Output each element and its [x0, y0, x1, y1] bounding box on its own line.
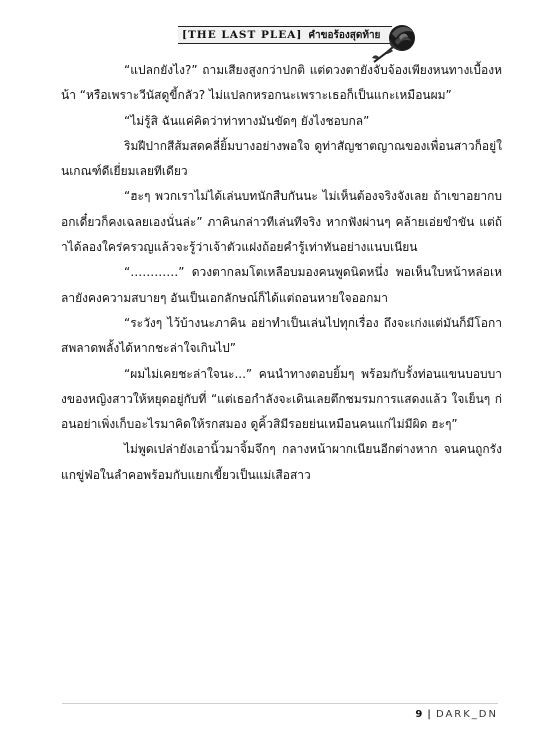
paragraph-1: “แปลกยังไง?” ถามเสียงสูงกว่าปกติ แต่ดวงตายังจับจ้องเพียงหนทางเบื้องหน้า “หรือเพราะวีนัสดูขี้กลัว? ไม่แปลกหรอกนะเพราะเธอก็เป็นแกะเหมือนผม”	[61, 63, 502, 103]
paragraph-7: “ผมไม่เคยชะล่าใจนะ...” คนนำทางตอบยิ้มๆ พร้อมกับรั้งท่อนแขนบอบบางของหญิงสาวให้หยุดอยู่กับที่ “แต่เธอกำลังจะเดินเลยตึกชมรมการแสดงแล้ว ใจเย็นๆ ก่อนอย่าเพิ่งเก็บอะไรมาคิดให้รกสมอง ดูคิ้วสิมีรอยย่นเหมือนคนแก่ไม่มีผิด ฮะๆ”	[61, 366, 502, 432]
paragraph-6: “ระวังๆ ไว้บ้างนะภาคิน อย่าทำเป็นเล่นไปทุกเรื่อง ถึงจะเก่งแต่มันก็มีโอกาสพลาดพลั้งได้หากชะล่าใจเกินไป”	[61, 315, 502, 356]
page-number: 9	[415, 709, 425, 720]
paragraph-4: “ฮะๆ พวกเราไม่ได้เล่นบทนักสืบกันนะ ไม่เห็นต้องจริงจังเลย ถ้าเขาอยากบอกเดี๋ยวก็คงเฉลยเองนั่นล่ะ” ภาคินกล่าวทีเล่นทีจริง หากฟังผ่านๆ คล้ายเอ่ยขำขัน แต่ถ้าได้ลองใคร่ครวญแล้วจะรู้ว่าเจ้าตัวแฝงถ้อยคำรู้เท่าทันอย่างแนบเนียน	[61, 189, 502, 255]
header-title-en: [THE LAST PLEA]	[182, 29, 303, 41]
body-text	[61, 58, 502, 488]
footer-divider	[62, 703, 498, 704]
paragraph-5: “…………” ดวงตากลมโตเหลือบมองคนพูดนิดหนึ่ง พอเห็นใบหน้าหล่อเหลายังคงความสบายๆ อันเป็นเอกลักษณ์ก็ได้แต่ถอนหายใจออกมา	[61, 265, 502, 305]
paragraph-8: ไม่พูดเปล่ายังเอานิ้วมาจิ้มจึกๆ กลางหน้าผากเนียนอีกต่างหาก จนคนถูกรังแกขู่ฟ่อในลำคอพร้อมกับแยกเขี้ยวเป็นแม่เสือสาว	[61, 442, 502, 482]
footer-separator: |	[427, 709, 433, 720]
paragraph-3: ริมฝีปากสีส้มสดคลี่ยิ้มบางอย่างพอใจ ดูท่าสัญชาตญาณของเพื่อนสาวก็อยู่ในเกณฑ์ดีเยี่ยมเลยทีเดียว	[61, 138, 502, 179]
header-title-band	[178, 26, 392, 44]
page-footer	[415, 709, 498, 720]
paragraph-2: “ไม่รู้สิ ฉันแค่คิดว่าท่าทางมันขัดๆ ยังไงชอบกล”	[124, 113, 370, 128]
author-name: DARK_DN	[435, 709, 498, 720]
header-title-th: คำขอร้องสุดท้าย	[308, 30, 381, 41]
